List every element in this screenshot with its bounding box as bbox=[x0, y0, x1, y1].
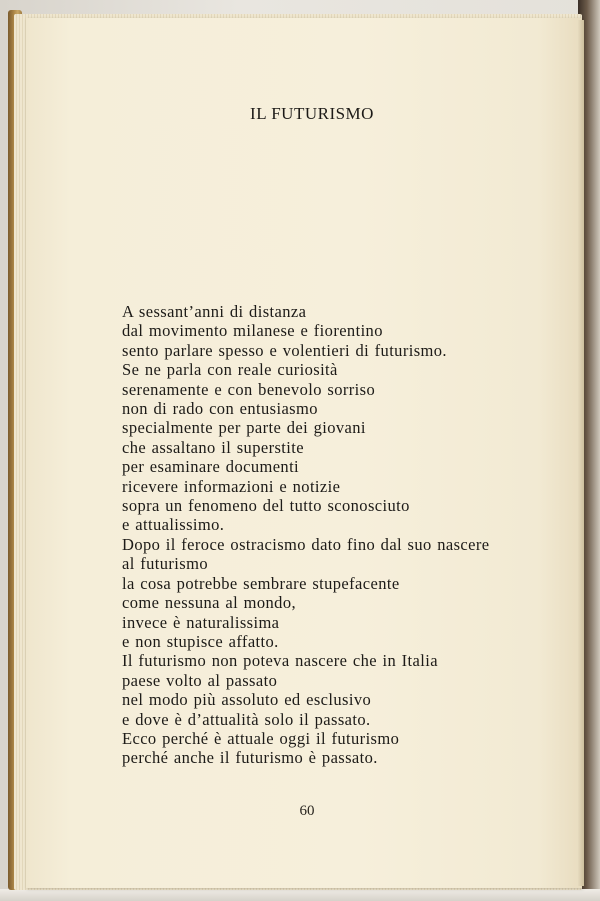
poem-line: serenamente e con benevolo sorriso bbox=[122, 379, 376, 399]
poem-body bbox=[122, 302, 489, 768]
poem-line: che assaltano il superstite bbox=[122, 437, 304, 457]
poem-line: al futurismo bbox=[122, 554, 208, 574]
table-edge bbox=[0, 889, 600, 901]
poem-line: e attualissimo. bbox=[122, 515, 225, 535]
poem-line: Dopo il feroce ostracismo dato fino dal suo nascere bbox=[122, 534, 490, 554]
poem-line: per esaminare documenti bbox=[122, 457, 300, 477]
poem-line: specialmente per parte dei giovani bbox=[122, 418, 366, 438]
poem-line: sopra un fenomeno del tutto sconosciuto bbox=[122, 496, 410, 516]
poem-line: invece è naturalissima bbox=[122, 612, 280, 632]
poem-line: Ecco perché è attuale oggi il futurismo bbox=[122, 728, 400, 748]
poem-line: paese volto al passato bbox=[122, 670, 278, 690]
poem-line: A sessant’anni di distanza bbox=[122, 302, 307, 321]
page-number: 60 bbox=[299, 803, 315, 819]
poem-line: e dove è d’attualità solo il passato. bbox=[122, 709, 371, 729]
chapter-title: IL FUTURISMO bbox=[250, 104, 374, 123]
poem-line: non di rado con entusiasmo bbox=[122, 399, 318, 419]
poem-line: sento parlare spesso e volentieri di futurismo. bbox=[122, 340, 447, 360]
poem-line: e non stupisce affatto. bbox=[122, 631, 279, 651]
poem-line: nel modo più assoluto ed esclusivo bbox=[122, 690, 372, 710]
poem-line: perché anche il futurismo è passato. bbox=[122, 748, 378, 768]
poem-line: come nessuna al mondo, bbox=[122, 593, 297, 613]
poem-line: dal movimento milanese e fiorentino bbox=[122, 321, 383, 341]
poem-line: Se ne parla con reale curiosità bbox=[122, 360, 338, 380]
poem-line: Il futurismo non poteva nascere che in Italia bbox=[122, 651, 438, 671]
poem-line: ricevere informazioni e notizie bbox=[122, 476, 341, 496]
poem-line: la cosa potrebbe sembrare stupefacente bbox=[122, 573, 400, 593]
page-right-edge bbox=[578, 20, 584, 886]
